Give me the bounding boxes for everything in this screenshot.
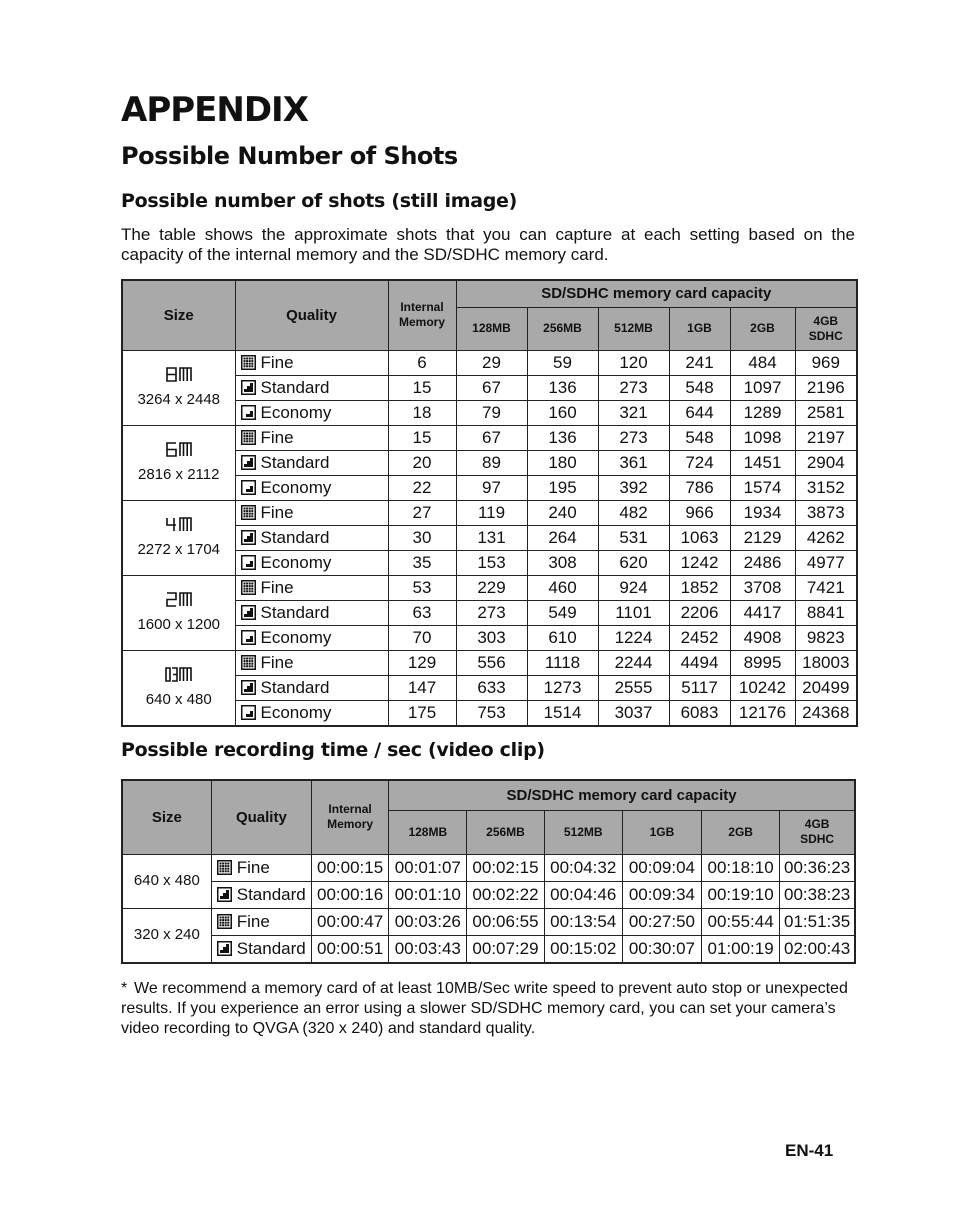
value-cell: 969 <box>795 350 857 375</box>
quality-header: Quality <box>235 280 388 350</box>
value-cell: 00:19:10 <box>702 881 780 908</box>
value-cell: 00:01:07 <box>389 854 467 881</box>
capacity-sdhc-label: SDHC <box>800 832 835 846</box>
value-cell: 00:09:04 <box>622 854 701 881</box>
capacity-header-1: 256MB <box>527 307 598 350</box>
value-cell: 147 <box>388 675 456 700</box>
value-cell: 1224 <box>598 625 669 650</box>
value-cell: 924 <box>598 575 669 600</box>
value-cell: 4977 <box>795 550 857 575</box>
value-cell: 4494 <box>669 650 730 675</box>
fine-quality-icon <box>241 355 256 370</box>
page-number: EN-41 <box>785 1141 834 1160</box>
quality-cell <box>235 450 388 475</box>
value-cell: 8841 <box>795 600 857 625</box>
value-cell: 556 <box>456 650 527 675</box>
value-cell: 2904 <box>795 450 857 475</box>
value-cell: 724 <box>669 450 730 475</box>
value-cell: 00:02:15 <box>467 854 544 881</box>
quality-label: Standard <box>260 527 330 547</box>
value-cell: 120 <box>598 350 669 375</box>
value-cell: 00:00:51 <box>312 935 389 963</box>
value-cell: 160 <box>527 400 598 425</box>
value-cell: 136 <box>527 375 598 400</box>
value-cell: 1098 <box>730 425 795 450</box>
memory-label: Memory <box>327 817 374 832</box>
value-cell: 1097 <box>730 375 795 400</box>
value-cell: 1451 <box>730 450 795 475</box>
value-cell: 01:00:19 <box>702 935 780 963</box>
size-cell <box>122 575 235 650</box>
value-cell: 2197 <box>795 425 857 450</box>
size-cell <box>122 425 235 500</box>
value-cell: 2244 <box>598 650 669 675</box>
value-cell: 1242 <box>669 550 730 575</box>
standard-quality-icon <box>217 941 232 956</box>
value-cell: 273 <box>598 375 669 400</box>
internal-label: Internal <box>328 802 372 817</box>
value-cell: 00:09:34 <box>622 881 701 908</box>
quality-label: Standard <box>260 377 330 397</box>
economy-quality-icon <box>241 555 256 570</box>
value-cell: 00:27:50 <box>622 908 701 935</box>
capacity-header-3: 1GB <box>669 307 730 350</box>
value-cell: 10242 <box>730 675 795 700</box>
value-cell: 02:00:43 <box>780 935 855 963</box>
value-cell: 00:18:10 <box>702 854 780 881</box>
value-cell: 129 <box>388 650 456 675</box>
value-cell: 264 <box>527 525 598 550</box>
value-cell: 3152 <box>795 475 857 500</box>
card-capacity-header: SD/SDHC memory card capacity <box>389 780 855 810</box>
capacity-header-0: 128MB <box>389 810 467 854</box>
value-cell: 00:03:26 <box>389 908 467 935</box>
value-cell: 392 <box>598 475 669 500</box>
capacity-sdhc-label: SDHC <box>808 328 843 343</box>
quality-cell <box>211 935 311 963</box>
value-cell: 00:07:29 <box>467 935 544 963</box>
standard-quality-icon <box>217 887 232 902</box>
value-cell: 29 <box>456 350 527 375</box>
value-cell: 6083 <box>669 700 730 726</box>
value-cell: 9823 <box>795 625 857 650</box>
capacity-header-sdhc <box>780 810 855 854</box>
value-cell: 97 <box>456 475 527 500</box>
memory-label: Memory <box>398 315 445 330</box>
value-cell: 00:02:22 <box>467 881 544 908</box>
value-cell: 131 <box>456 525 527 550</box>
value-cell: 00:30:07 <box>622 935 701 963</box>
value-cell: 53 <box>388 575 456 600</box>
capacity-header-1: 256MB <box>467 810 544 854</box>
size-header: Size <box>122 780 211 854</box>
quality-cell <box>235 475 388 500</box>
value-cell: 2555 <box>598 675 669 700</box>
value-cell: 229 <box>456 575 527 600</box>
quality-label: Standard <box>236 938 306 958</box>
quality-label: Fine <box>260 502 294 522</box>
value-cell: 136 <box>527 425 598 450</box>
size-cell <box>122 854 211 908</box>
quality-cell <box>235 700 388 726</box>
value-cell: 241 <box>669 350 730 375</box>
table-row <box>122 500 857 525</box>
quality-header: Quality <box>211 780 311 854</box>
table-row <box>122 350 857 375</box>
value-cell: 3708 <box>730 575 795 600</box>
quality-label: Economy <box>260 402 332 422</box>
value-cell: 67 <box>456 375 527 400</box>
fine-quality-icon <box>217 860 232 875</box>
size-cell <box>122 650 235 726</box>
economy-quality-icon <box>241 480 256 495</box>
quality-cell <box>235 525 388 550</box>
quality-label: Economy <box>260 477 332 497</box>
size-header: Size <box>122 280 235 350</box>
value-cell: 1514 <box>527 700 598 726</box>
resolution-label: 1600 x 1200 <box>137 615 221 633</box>
value-cell: 119 <box>456 500 527 525</box>
value-cell: 240 <box>527 500 598 525</box>
video-table-body <box>122 854 855 963</box>
resolution-label: 2816 x 2112 <box>138 465 220 483</box>
value-cell: 89 <box>456 450 527 475</box>
table-row <box>122 881 855 908</box>
quality-cell <box>235 350 388 375</box>
value-cell: 20 <box>388 450 456 475</box>
value-cell: 2129 <box>730 525 795 550</box>
quality-cell <box>211 881 311 908</box>
value-cell: 273 <box>598 425 669 450</box>
quality-label: Fine <box>260 652 294 672</box>
value-cell: 00:06:55 <box>467 908 544 935</box>
value-cell: 610 <box>527 625 598 650</box>
value-cell: 24368 <box>795 700 857 726</box>
economy-quality-icon <box>241 705 256 720</box>
value-cell: 00:00:47 <box>312 908 389 935</box>
quality-cell <box>235 600 388 625</box>
quality-cell <box>235 375 388 400</box>
appendix-heading: APPENDIX <box>121 90 308 130</box>
economy-quality-icon <box>241 405 256 420</box>
value-cell: 20499 <box>795 675 857 700</box>
capacity-header-4: 2GB <box>702 810 780 854</box>
value-cell: 59 <box>527 350 598 375</box>
value-cell: 786 <box>669 475 730 500</box>
value-cell: 00:00:15 <box>312 854 389 881</box>
value-cell: 644 <box>669 400 730 425</box>
value-cell: 4417 <box>730 600 795 625</box>
value-cell: 67 <box>456 425 527 450</box>
quality-cell <box>235 400 388 425</box>
value-cell: 00:36:23 <box>780 854 855 881</box>
value-cell: 12176 <box>730 700 795 726</box>
standard-quality-icon <box>241 380 256 395</box>
quality-label: Fine <box>260 352 294 372</box>
value-cell: 18 <box>388 400 456 425</box>
6m-resolution-icon <box>165 441 193 457</box>
value-cell: 1118 <box>527 650 598 675</box>
video-clip-heading: Possible recording time / sec (video clip) <box>121 739 545 761</box>
value-cell: 00:55:44 <box>702 908 780 935</box>
quality-label: Fine <box>236 857 270 877</box>
value-cell: 00:03:43 <box>389 935 467 963</box>
intro-paragraph: The table shows the approximate shots that you can capture at each setting based on the capacity of the internal memory and the SD/SDHC memory card. <box>121 225 855 264</box>
size-cell <box>122 908 211 963</box>
table-row <box>122 575 857 600</box>
value-cell: 966 <box>669 500 730 525</box>
value-cell: 531 <box>598 525 669 550</box>
value-cell: 15 <box>388 425 456 450</box>
resolution-label: 640 x 480 <box>145 690 212 708</box>
value-cell: 175 <box>388 700 456 726</box>
resolution-label: 320 x 240 <box>133 926 200 943</box>
value-cell: 00:00:16 <box>312 881 389 908</box>
value-cell: 18003 <box>795 650 857 675</box>
resolution-label: 3264 x 2448 <box>137 390 221 408</box>
value-cell: 1289 <box>730 400 795 425</box>
resolution-label: 640 x 480 <box>133 872 200 889</box>
value-cell: 548 <box>669 425 730 450</box>
capacity-header-2: 512MB <box>598 307 669 350</box>
value-cell: 70 <box>388 625 456 650</box>
standard-quality-icon <box>241 530 256 545</box>
value-cell: 00:04:46 <box>544 881 622 908</box>
table-row <box>122 854 855 881</box>
quality-label: Standard <box>260 452 330 472</box>
value-cell: 15 <box>388 375 456 400</box>
value-cell: 482 <box>598 500 669 525</box>
quality-label: Standard <box>260 602 330 622</box>
value-cell: 22 <box>388 475 456 500</box>
quality-label: Fine <box>260 577 294 597</box>
capacity-4gb-label: 4GB <box>804 817 830 831</box>
standard-quality-icon <box>241 680 256 695</box>
quality-cell <box>235 500 388 525</box>
quality-label: Economy <box>260 627 332 647</box>
value-cell: 303 <box>456 625 527 650</box>
capacity-header-0: 128MB <box>456 307 527 350</box>
quality-cell <box>235 675 388 700</box>
quality-cell <box>235 425 388 450</box>
quality-label: Fine <box>236 911 270 931</box>
value-cell: 195 <box>527 475 598 500</box>
value-cell: 549 <box>527 600 598 625</box>
value-cell: 180 <box>527 450 598 475</box>
quality-label: Economy <box>260 702 332 722</box>
value-cell: 273 <box>456 600 527 625</box>
table-row <box>122 425 857 450</box>
value-cell: 3037 <box>598 700 669 726</box>
value-cell: 460 <box>527 575 598 600</box>
value-cell: 1273 <box>527 675 598 700</box>
value-cell: 4262 <box>795 525 857 550</box>
value-cell: 753 <box>456 700 527 726</box>
quality-cell <box>211 908 311 935</box>
value-cell: 620 <box>598 550 669 575</box>
value-cell: 27 <box>388 500 456 525</box>
standard-quality-icon <box>241 605 256 620</box>
2m-resolution-icon <box>165 591 193 607</box>
capacity-header-3: 1GB <box>622 810 701 854</box>
footnote-marker: * <box>121 980 128 997</box>
value-cell: 1574 <box>730 475 795 500</box>
fine-quality-icon <box>241 505 256 520</box>
fine-quality-icon <box>241 655 256 670</box>
value-cell: 6 <box>388 350 456 375</box>
quality-cell <box>235 625 388 650</box>
size-cell <box>122 350 235 425</box>
value-cell: 00:04:32 <box>544 854 622 881</box>
capacity-header-4: 2GB <box>730 307 795 350</box>
value-cell: 361 <box>598 450 669 475</box>
quality-cell <box>211 854 311 881</box>
vga-resolution-icon <box>165 666 193 682</box>
value-cell: 8995 <box>730 650 795 675</box>
quality-cell <box>235 550 388 575</box>
value-cell: 1934 <box>730 500 795 525</box>
still-shots-table <box>121 279 858 727</box>
value-cell: 30 <box>388 525 456 550</box>
quality-label: Fine <box>260 427 294 447</box>
value-cell: 63 <box>388 600 456 625</box>
value-cell: 00:15:02 <box>544 935 622 963</box>
value-cell: 1852 <box>669 575 730 600</box>
value-cell: 2486 <box>730 550 795 575</box>
table-row <box>122 908 855 935</box>
footnote-text: We recommend a memory card of at least 10MB/Sec write speed to prevent auto stop or unexpected results. If you experience an error using a slower SD/SDHC memory card, you can set your camera’s video recording to QVGA (320 x 240) and standard quality. <box>121 980 848 1037</box>
resolution-label: 2272 x 1704 <box>137 540 221 558</box>
value-cell: 153 <box>456 550 527 575</box>
value-cell: 308 <box>527 550 598 575</box>
value-cell: 2581 <box>795 400 857 425</box>
value-cell: 321 <box>598 400 669 425</box>
still-table-body <box>122 350 857 726</box>
quality-label: Economy <box>260 552 332 572</box>
value-cell: 79 <box>456 400 527 425</box>
standard-quality-icon <box>241 455 256 470</box>
internal-memory-header <box>388 280 456 350</box>
value-cell: 1063 <box>669 525 730 550</box>
value-cell: 7421 <box>795 575 857 600</box>
section-heading: Possible Number of Shots <box>121 142 458 170</box>
value-cell: 00:01:10 <box>389 881 467 908</box>
fine-quality-icon <box>241 430 256 445</box>
quality-label: Standard <box>260 677 330 697</box>
video-time-table <box>121 779 856 964</box>
value-cell: 00:13:54 <box>544 908 622 935</box>
value-cell: 2196 <box>795 375 857 400</box>
4m-resolution-icon <box>165 516 193 532</box>
card-capacity-header: SD/SDHC memory card capacity <box>456 280 857 307</box>
table-row <box>122 650 857 675</box>
value-cell: 633 <box>456 675 527 700</box>
value-cell: 35 <box>388 550 456 575</box>
economy-quality-icon <box>241 630 256 645</box>
value-cell: 00:38:23 <box>780 881 855 908</box>
fine-quality-icon <box>241 580 256 595</box>
value-cell: 484 <box>730 350 795 375</box>
capacity-4gb-label: 4GB <box>813 313 839 328</box>
still-image-heading: Possible number of shots (still image) <box>121 190 518 212</box>
value-cell: 2452 <box>669 625 730 650</box>
value-cell: 548 <box>669 375 730 400</box>
table-row <box>122 935 855 963</box>
8m-resolution-icon <box>165 366 193 382</box>
quality-label: Standard <box>236 884 306 904</box>
size-cell <box>122 500 235 575</box>
capacity-header-2: 512MB <box>544 810 622 854</box>
value-cell: 5117 <box>669 675 730 700</box>
internal-label: Internal <box>400 300 444 315</box>
value-cell: 2206 <box>669 600 730 625</box>
quality-cell <box>235 575 388 600</box>
value-cell: 1101 <box>598 600 669 625</box>
footnote <box>121 979 856 1039</box>
internal-memory-header <box>312 780 389 854</box>
quality-cell <box>235 650 388 675</box>
value-cell: 3873 <box>795 500 857 525</box>
fine-quality-icon <box>217 914 232 929</box>
value-cell: 4908 <box>730 625 795 650</box>
value-cell: 01:51:35 <box>780 908 855 935</box>
capacity-header-sdhc <box>795 307 857 350</box>
